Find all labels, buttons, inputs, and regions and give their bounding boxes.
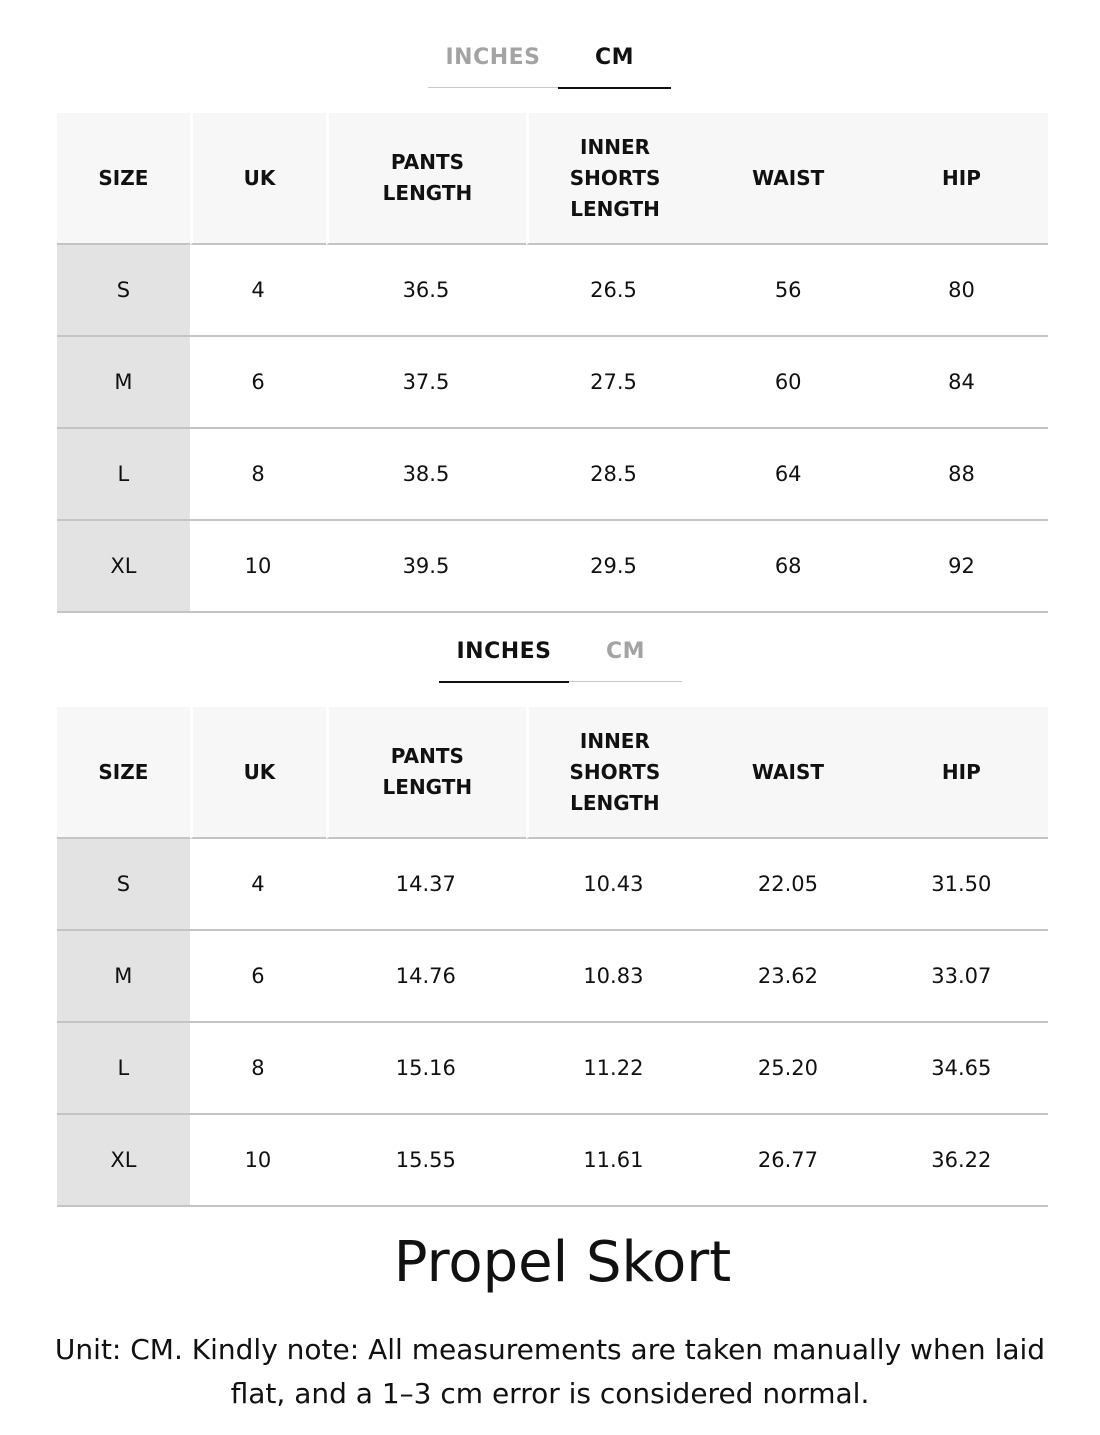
inner-shorts-length-cell: 26.5 (526, 245, 702, 337)
waist-cell: 64 (701, 429, 875, 521)
uk-cell: 6 (190, 931, 326, 1023)
hip-cell: 84 (875, 337, 1048, 429)
hip-cell: 33.07 (875, 931, 1048, 1023)
header-uk: UK (190, 113, 326, 245)
waist-cell: 68 (701, 521, 875, 613)
size-table-inches (57, 707, 1048, 1207)
uk-cell: 10 (190, 521, 326, 613)
pants-length-cell: 39.5 (326, 521, 525, 613)
header-uk: UK (190, 707, 326, 839)
unit-tabs-cm-section (428, 29, 671, 89)
hip-cell: 34.65 (875, 1023, 1048, 1115)
waist-cell: 60 (701, 337, 875, 429)
inner-shorts-length-cell: 29.5 (526, 521, 702, 613)
size-cell: S (57, 245, 190, 337)
pants-length-cell: 36.5 (326, 245, 525, 337)
pants-length-cell: 14.76 (326, 931, 525, 1023)
measurement-note: Unit: CM. Kindly note: All measurements are taken manually when laid flat, and a 1–3 cm error is considered normal. (54, 1333, 1046, 1410)
pants-length-cell: 38.5 (326, 429, 525, 521)
inner-shorts-length-cell: 28.5 (526, 429, 702, 521)
header-pants-length: PANTS LENGTH (326, 707, 525, 839)
table-header-row (57, 707, 1048, 839)
uk-cell: 6 (190, 337, 326, 429)
table-row (57, 931, 1048, 1023)
header-waist: WAIST (701, 707, 874, 839)
size-table-cm (57, 113, 1048, 613)
table-row (57, 521, 1048, 613)
size-cell: XL (57, 1115, 190, 1207)
size-cell: M (57, 337, 190, 429)
pants-length-cell: 15.55 (326, 1115, 525, 1207)
size-cell: M (57, 931, 190, 1023)
waist-cell: 26.77 (701, 1115, 874, 1207)
pants-length-cell: 37.5 (326, 337, 525, 429)
uk-cell: 10 (190, 1115, 326, 1207)
table-row (57, 245, 1048, 337)
pants-length-cell: 15.16 (326, 1023, 525, 1115)
header-size: SIZE (57, 707, 190, 839)
hip-cell: 31.50 (875, 839, 1048, 931)
inner-shorts-length-cell: 10.83 (526, 931, 702, 1023)
waist-cell: 56 (701, 245, 875, 337)
table-header-row (57, 113, 1048, 245)
hip-cell: 92 (875, 521, 1048, 613)
hip-cell: 80 (875, 245, 1048, 337)
uk-cell: 4 (190, 839, 326, 931)
header-pants-length: PANTS LENGTH (326, 113, 525, 245)
size-cell: XL (57, 521, 190, 613)
hip-cell: 88 (875, 429, 1048, 521)
inner-shorts-length-cell: 11.22 (526, 1023, 702, 1115)
size-cell: L (57, 1023, 190, 1115)
size-cell: L (57, 429, 190, 521)
table-row (57, 839, 1048, 931)
tab-cm[interactable]: CM (569, 623, 682, 682)
inner-shorts-length-cell: 27.5 (526, 337, 702, 429)
table-row (57, 1115, 1048, 1207)
table-row (57, 429, 1048, 521)
tab-cm[interactable]: CM (558, 29, 671, 89)
waist-cell: 25.20 (701, 1023, 874, 1115)
uk-cell: 8 (190, 429, 326, 521)
header-inner-shorts-length: INNER SHORTS LENGTH (526, 707, 702, 839)
uk-cell: 8 (190, 1023, 326, 1115)
unit-tabs-inches-section (439, 623, 682, 683)
header-hip: HIP (875, 113, 1048, 245)
tab-inches[interactable]: INCHES (428, 29, 558, 88)
size-cell: S (57, 839, 190, 931)
header-waist: WAIST (701, 113, 875, 245)
inner-shorts-length-cell: 11.61 (526, 1115, 702, 1207)
waist-cell: 23.62 (701, 931, 874, 1023)
header-size: SIZE (57, 113, 190, 245)
hip-cell: 36.22 (875, 1115, 1048, 1207)
table-row (57, 1023, 1048, 1115)
uk-cell: 4 (190, 245, 326, 337)
tab-inches[interactable]: INCHES (439, 623, 569, 683)
header-inner-shorts-length: INNER SHORTS LENGTH (526, 113, 702, 245)
inner-shorts-length-cell: 10.43 (526, 839, 702, 931)
table-row (57, 337, 1048, 429)
waist-cell: 22.05 (701, 839, 874, 931)
header-hip: HIP (875, 707, 1048, 839)
product-title: Propel Skort (393, 1230, 732, 1295)
pants-length-cell: 14.37 (326, 839, 525, 931)
